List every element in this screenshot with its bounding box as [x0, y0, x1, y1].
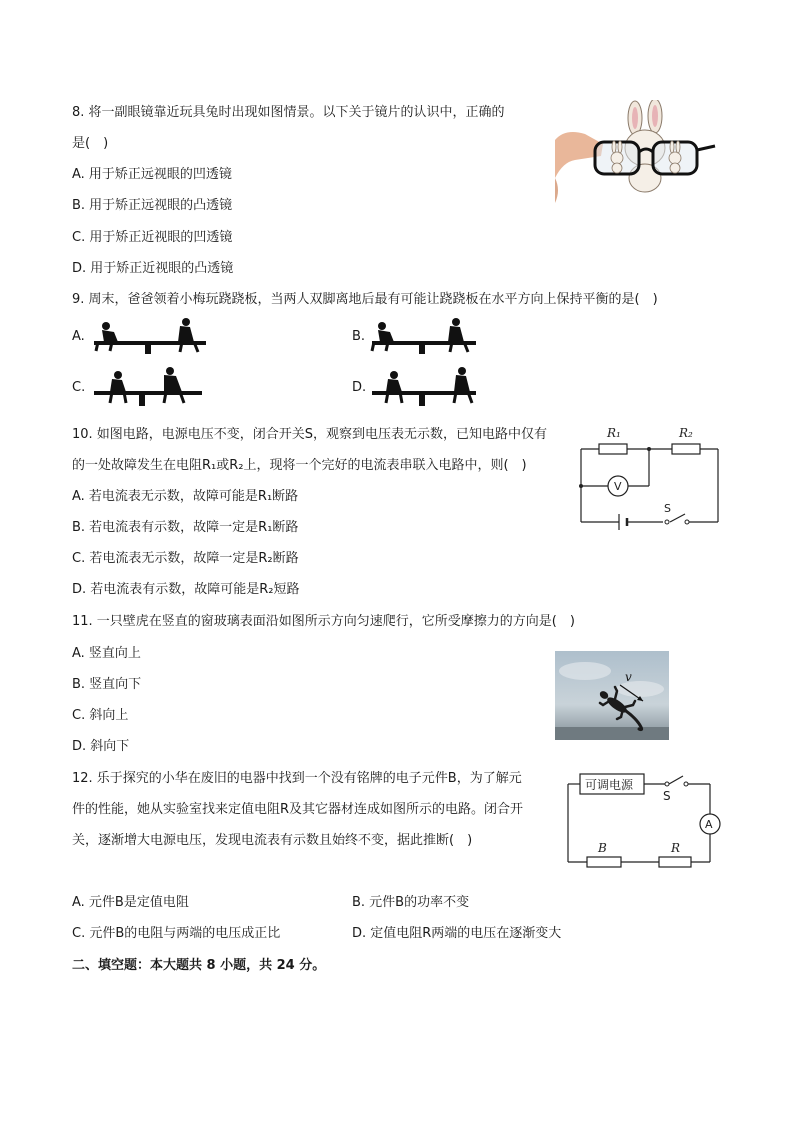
q12-option-b[interactable]: B. 元件B的功率不变 — [352, 895, 470, 910]
gecko-on-window-photo — [555, 651, 669, 740]
q11-option-d[interactable]: D. 斜向下 — [72, 739, 130, 754]
q12-option-c[interactable]: C. 元件B的电阻与两端的电压成正比 — [72, 926, 281, 941]
q11-option-b[interactable]: B. 竖直向下 — [72, 677, 142, 692]
q11-option-a[interactable]: A. 竖直向上 — [72, 646, 141, 661]
q10-stem-line2: 的一处故障发生在电阻R₁或R₂上，现将一个完好的电流表串联入电路中，则( ) — [72, 458, 527, 473]
q10-option-b[interactable]: B. 若电流表有示数，故障一定是R₁断路 — [72, 520, 299, 535]
q11-velocity-label: v — [625, 670, 632, 684]
q10-option-d[interactable]: D. 若电流表有示数，故障可能是R₂短路 — [72, 582, 300, 597]
q12-stem-line3: 关，逐渐增大电源电压，发现电流表有示数且始终不变，据此推断( ) — [72, 833, 473, 848]
q12-option-d[interactable]: D. 定值电阻R两端的电压在逐渐变大 — [352, 926, 562, 941]
q9-option-c-label[interactable]: C. — [72, 380, 86, 395]
q8-option-b[interactable]: B. 用于矫正远视眼的凸透镜 — [72, 198, 233, 213]
q12-switch-label: S — [663, 789, 671, 803]
section-2-heading: 二、填空题：本大题共 8 小题，共 24 分。 — [72, 958, 326, 973]
q8-option-c[interactable]: C. 用于矫正近视眼的凹透镜 — [72, 230, 233, 245]
q12-circuit-diagram — [565, 770, 725, 874]
q10-r1-label: R₁ — [607, 426, 621, 440]
q12-stem-line2: 件的性能，她从实验室找来定值电阻R及其它器材连成如图所示的电路。闭合开 — [72, 802, 524, 817]
q11-stem: 11. 一只壁虎在竖直的窗玻璃表面沿如图所示方向匀速爬行，它所受摩擦力的方向是( ) — [72, 614, 575, 629]
q10-option-c[interactable]: C. 若电流表无示数，故障一定是R₂断路 — [72, 551, 299, 566]
q8-option-d[interactable]: D. 用于矫正近视眼的凸透镜 — [72, 261, 234, 276]
seesaw-d-figure — [368, 366, 480, 410]
q9-stem: 9. 周末，爸爸领着小梅玩跷跷板，当两人双脚离地后最有可能让跷跷板在水平方向上保持平衡的是( ) — [72, 292, 658, 307]
q11-option-c[interactable]: C. 斜向上 — [72, 708, 129, 723]
q10-r2-label: R₂ — [679, 426, 693, 440]
q12-option-a[interactable]: A. 元件B是定值电阻 — [72, 895, 189, 910]
q10-switch-label: S — [664, 502, 671, 515]
q12-source-label: 可调电源 — [585, 778, 634, 792]
q12-b-label: B — [598, 841, 607, 855]
q8-option-a[interactable]: A. 用于矫正远视眼的凹透镜 — [72, 167, 232, 182]
q9-option-d-label[interactable]: D. — [352, 380, 367, 395]
q8-stem-line2: 是( ) — [72, 136, 109, 151]
q12-ammeter-label: A — [705, 818, 713, 831]
seesaw-c-figure — [90, 366, 206, 410]
glasses-rabbit-image — [555, 100, 720, 203]
q8-stem-line1: 8. 将一副眼镜靠近玩具兔时出现如图情景。以下关于镜片的认识中，正确的 — [72, 105, 505, 120]
q9-option-b-label[interactable]: B. — [352, 329, 366, 344]
seesaw-b-figure — [368, 318, 480, 358]
q10-circuit-diagram — [575, 420, 725, 538]
q12-stem-line1: 12. 乐于探究的小华在废旧的电器中找到一个没有铭牌的电子元件B，为了解元 — [72, 771, 522, 786]
q10-voltmeter-label: V — [614, 480, 622, 493]
q9-option-a-label[interactable]: A. — [72, 329, 85, 344]
q10-stem-line1: 10. 如图电路，电源电压不变，闭合开关S，观察到电压表无示数，已知电路中仅有 — [72, 427, 548, 442]
q10-option-a[interactable]: A. 若电流表无示数，故障可能是R₁断路 — [72, 489, 299, 504]
seesaw-a-figure — [90, 318, 210, 358]
q12-r-label: R — [671, 841, 681, 855]
